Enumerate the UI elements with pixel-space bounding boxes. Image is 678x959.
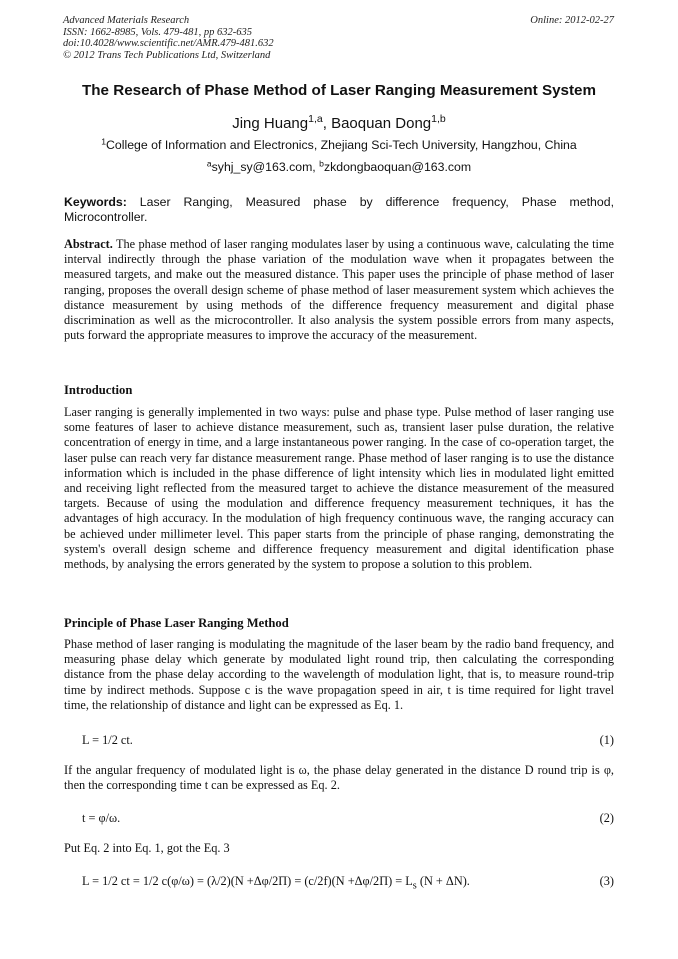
equation-3-body: L = 1/2 ct = 1/2 c(φ/ω) = (λ/2)(N +Δφ/2Π) = (c/2f)(N +Δφ/2Π) = L <box>82 874 413 888</box>
equation-1 <box>82 733 614 748</box>
affiliation-text: College of Information and Electronics, Zhejiang Sci-Tech University, Hangzhou, China <box>106 138 577 152</box>
abstract-label: Abstract. <box>64 237 113 251</box>
journal-name: Advanced Materials Research <box>63 15 190 26</box>
affiliation <box>0 138 678 152</box>
email-b[interactable]: zkdongbaoquan@163.com <box>323 160 472 174</box>
authors-line <box>0 115 678 132</box>
online-date: Online: 2012-02-27 <box>530 15 614 26</box>
affiliation-marker: 1 <box>101 136 107 147</box>
equation-3-number: (3) <box>599 874 614 888</box>
keywords-text: Laser Ranging, Measured phase by difference frequency, Phase method, Microcontroller. <box>64 195 614 224</box>
equation-1-number: (1) <box>599 733 614 747</box>
section-heading-introduction: Introduction <box>64 383 133 397</box>
keywords-label: Keywords: <box>64 195 127 209</box>
abstract-text: The phase method of laser ranging modulates laser by using a continuous wave, calculating the time interval indirectly through the phase variation of the modulation wave when it propagates between the measured targets, and make out the measured distance. This paper uses the principle of phase method of laser ranging, proposes the overall design scheme of phase method of laser measurement system which achieves the distance measurement by using methods of the difference frequency measurement and digital phase discrimination as well as the microcontroller. It also analysis the system possible errors from many aspects, puts forward the appropriate measures to improve the accuracy of the measurement. <box>64 237 614 343</box>
principle-paragraph-3: Put Eq. 2 into Eq. 1, got the Eq. 3 <box>64 841 230 855</box>
author-1: Jing Huang <box>232 115 309 132</box>
introduction-paragraph: Laser ranging is generally implemented in two ways: pulse and phase type. Pulse method of laser ranging use some features of laser to achieve distance measurement, such as, transient laser pulse duration, the relative concentration of energy in time, and a large instantaneous power ranging. In the case of co-operation target, the laser pulse can reach very far distance measurement range. Phase method of laser ranging is to use the distance information which is included in the phase difference of light intensity which lies in modulated light emitted and receiving light reflected from the measured target to achieve the distance measurement of the measured targets. Because of using the modulation and difference frequency measurement techniques, it has the advantages of high accuracy. In the modulation of high frequency continuous wave, the ranging accuracy can be achieved under millimeter level. This paper starts from the principle of phase ranging, demonstrating the system's overall design scheme and difference frequency measurement and digital identification phase methods, by analysing the errors generated by the system to propose a solution to this problem. <box>64 405 614 572</box>
equation-3 <box>82 874 614 891</box>
equation-3-subscript: s <box>412 880 417 892</box>
section-heading-principle: Principle of Phase Laser Ranging Method <box>64 616 289 630</box>
paper-title: The Research of Phase Method of Laser Ranging Measurement System <box>82 82 596 99</box>
abstract <box>64 237 614 343</box>
journal-header <box>63 15 274 61</box>
principle-paragraph: Phase method of laser ranging is modulating the magnitude of the laser beam by the radio band frequency, and measuring phase delay which generate by modulated light round trip, then calculating the corresponding distance from the phase delay according to the wavelength of modulation light, that is, to measure round-trip time by indirect methods. Suppose c is the wave propagation speed in air, t is time required for light travel time, the relationship of distance and light can be expressed as Eq. 1. <box>64 637 614 712</box>
email-b-marker: b <box>319 158 324 169</box>
email-a-marker: a <box>206 158 212 169</box>
keywords <box>64 195 614 225</box>
author-separator: , <box>322 115 332 132</box>
principle-paragraph-2: If the angular frequency of modulated light is ω, the phase delay generated in the distance D round trip is φ, then the corresponding time t can be expressed as Eq. 2. <box>64 763 614 793</box>
author-2: Baoquan Dong <box>331 115 432 132</box>
author-1-affil: 1,a <box>308 113 323 126</box>
issn-line: ISSN: 1662-8985, Vols. 479-481, pp 632-635 <box>63 26 252 38</box>
copyright-line: © 2012 Trans Tech Publications Ltd, Switzerland <box>63 49 271 61</box>
doi-line: doi:10.4028/www.scientific.net/AMR.479-481.632 <box>63 38 274 49</box>
author-2-affil: 1,b <box>431 113 446 126</box>
equation-1-body: L = 1/2 ct. <box>82 733 133 747</box>
email-a[interactable]: syhj_sy@163.com, <box>211 160 320 174</box>
emails <box>0 160 678 174</box>
equation-3-tail: (N + ΔN). <box>416 874 470 888</box>
equation-2-number: (2) <box>599 811 614 825</box>
equation-2-body: t = φ/ω. <box>82 811 121 825</box>
equation-2 <box>82 811 614 826</box>
